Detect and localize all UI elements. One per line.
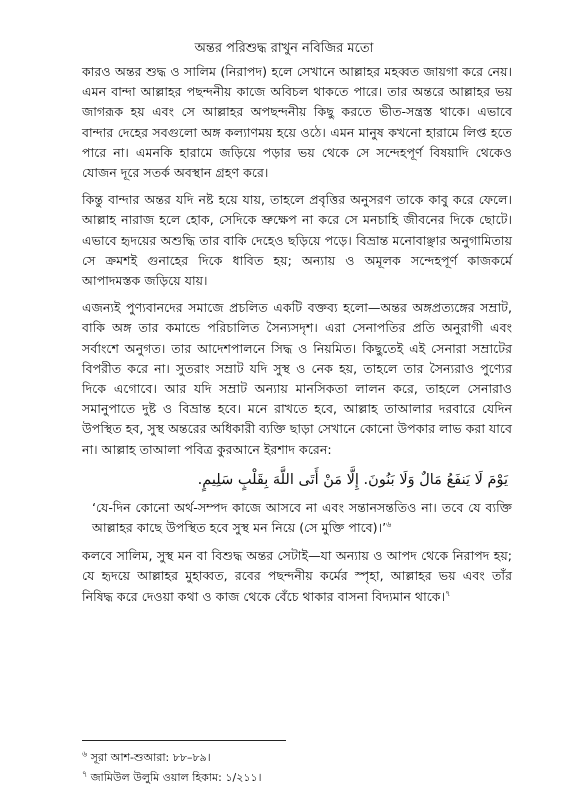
verse-translation xyxy=(92,498,512,538)
closing-paragraph xyxy=(82,546,512,607)
footnotes xyxy=(82,748,512,788)
closing-paragraph-text: কলবে সালিম, সুস্থ মন বা বিশুদ্ধ অন্তর সেটাই—যা অন্যায় ও আপদ থেকে নিরাপদ হয়; যে হৃদয়ে আল্লাহর মুহাব্বত, রবের পছন্দনীয় কর্মের স্পৃহা, আল্লাহর ভয় এবং তাঁর নিষিদ্ধ করে দেওয়া কথা ও কাজ থেকে বেঁচে থাকার বাসনা বিদ্যমান থাকে। xyxy=(82,548,512,604)
running-header: অন্তর পরিশুদ্ধ রাখুন নবিজির মতো xyxy=(194,41,374,56)
paragraph-3: এজন্যই পুণ্যবানদের সমাজে প্রচলিত একটি বক্তব্য হলো—অন্তর অঙ্গপ্রত্যঙ্গের সম্রাট, বাকি অঙ্গ তার কমান্ডে পরিচালিত সৈন্যসদৃশ। এরা সেনাপতির প্রতি অনুরাগী এবং সর্বাংশে অনুগত। তার আদেশপালনে সিদ্ধ ও নিয়মিত। কিছুতেই এই সেনারা সম্রাটের বিপরীত করে না। সুতরাং সম্রাট যদি সুস্থ ও নেক হয়, তাহলে তার সৈন্যরাও পুণ্যের দিকে এগোবে। আর যদি সম্রাট অন্যায় মানসিকতা লালন করে, তাহলে সেনারাও সমানুপাতে দুষ্ট ও বিভ্রান্ত হবে। মনে রাখতে হবে, আল্লাহ তাআলার দরবারে যেদিন উপস্থিত হব, সুস্থ অন্তরের অধিকারী ব্যক্তি ছাড়া সেখানে কোনো উপকার লাভ করা যাবে না। আল্লাহ তাআলা পবিত্র কুরআনে ইরশাদ করেন: xyxy=(82,300,512,457)
footnote-divider xyxy=(82,740,286,741)
footnote-6 xyxy=(82,748,512,768)
footnote-text: জামিউল উলুমি ওয়াল হিকাম: ১/২১১। xyxy=(90,771,262,784)
footnote-ref-7: ৭ xyxy=(445,588,451,598)
footnote-mark: ৭ xyxy=(82,769,88,779)
footnote-7 xyxy=(82,768,512,788)
footnote-mark: ৬ xyxy=(82,749,88,759)
verse-translation-text: ‘যে-দিন কোনো অর্থ-সম্পদ কাজে আসবে না এবং সন্তানসন্ততিও না। তবে যে ব্যক্তি আল্লাহর কাছে উপস্থিত হবে সুস্থ মন নিয়ে (সে মুক্তি পাবে)।’ xyxy=(92,499,512,536)
paragraph-1: কারও অন্তর শুদ্ধ ও সালিম (নিরাপদ) হলে সেখানে আল্লাহর মহব্বত জায়গা করে নেয়। এমন বান্দা আল্লাহর পছন্দনীয় কাজে অবিচল থাকতে পারে। তার অন্তরে আল্লাহর ভয় জাগরূক হয় এবং সে আল্লাহর অপছন্দনীয় কিছু করতে ভীত-সন্ত্রস্ত থাকে। এভাবে বান্দার দেহের সবগুলো অঙ্গ কল্যাণময় হয়ে ওঠে। এমন মানুষ কখনো হারামে লিপ্ত হতে পারে না। এমনকি হারামে জড়িয়ে পড়ার ভয় থেকে সে সন্দেহপূর্ণ বিষয়াদি থেকেও যোজন দূরে সতর্ক অবস্থান গ্রহণ করে। xyxy=(82,64,512,181)
quran-verse: يَوْمَ لَا يَنفَعُ مَالٌ وَلَا بَنُونَ. إِلَّا مَنْ أَتَى اللَّهَ بِقَلْبٍ سَلِيمٍ. xyxy=(197,471,508,488)
page-body xyxy=(82,62,512,614)
paragraph-2: কিন্তু বান্দার অন্তর যদি নষ্ট হয়ে যায়, তাহলে প্রবৃত্তির অনুসরণ তাকে কাবু করে ফেলে। আল্লাহ নারাজ হলে হোক, সেদিকে ভ্রুক্ষেপ না করে সে মনচাহি জীবনের দিকে ছোটে। এভাবে হৃদয়ের অশুদ্ধি তার বাকি দেহেও ছড়িয়ে পড়ে। বিভ্রান্ত মনোবাঞ্ছার অনুগামিতায় সে ক্রমশই গুনাহের দিকে ধাবিত হয়; অন্যায় ও অমূলক সন্দেহপূর্ণ কাজকর্মে আপাদমস্তক জড়িয়ে যায়। xyxy=(82,192,512,289)
footnote-ref-6: ৬ xyxy=(386,519,392,529)
footnote-text: সূরা আশ-শুআরা: ৮৮–৮৯। xyxy=(90,751,211,764)
